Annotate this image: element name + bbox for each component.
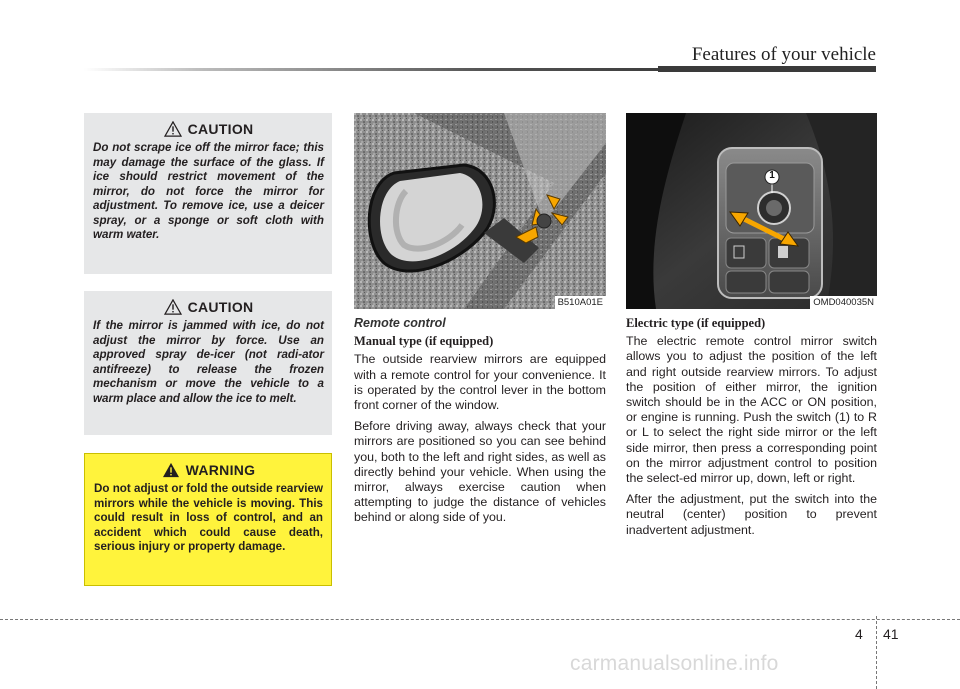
manual-type-section — [354, 316, 606, 532]
photo-code-label: OMD040035N — [810, 296, 877, 309]
footer-rule — [0, 619, 960, 620]
caution-body: If the mirror is jammed with ice, do not adjust the mirror by force. Use an approved spray de-icer (not radi-ator antifreeze) to release the frozen mechanism or move the vehicle to a warm place and allow the ice to melt. — [93, 319, 324, 405]
caution-title: CAUTION — [187, 299, 254, 315]
warning-body: Do not adjust or fold the outside rearview mirrors while the vehicle is moving. This could result in loss of control, and an accident which could cause death, serious injury or property damage. — [94, 482, 323, 553]
paragraph: The electric remote control mirror switch allows you to adjust the position of the left and right outside rearview mirrors. To adjust the position of either mirror, the ignition switch should be in the ACC or ON position, or engine is running. Push the switch (1) to R or L to select the right side mirror or the left side mirror, then press a corresponding point on the mirror adjustment control to position the select-ed mirror up, down, left or right. — [626, 334, 877, 486]
section-subheading: Manual type (if equipped) — [354, 334, 494, 349]
caution-box-ice-scrape — [84, 113, 332, 274]
caution-body: Do not scrape ice off the mirror face; this may damage the surface of the glass. If ice should restrict movement of the mirror, do not force the mirror for adjustment. To remove ice, use a deicer spray, or a sponge or soft cloth with warm water. — [93, 141, 324, 241]
warning-title: WARNING — [185, 462, 256, 478]
section-subheading: Electric type (if equipped) — [626, 316, 766, 330]
caution-title: CAUTION — [187, 121, 254, 137]
caution-triangle-icon — [164, 299, 182, 315]
electric-switch-photo — [626, 113, 877, 309]
manual-mirror-illustration — [354, 113, 606, 309]
header-rule-accent — [658, 66, 876, 72]
manual-mirror-photo — [354, 113, 606, 309]
electric-type-section — [626, 316, 877, 544]
page-number: 41 — [883, 626, 899, 642]
paragraph: The outside rearview mirrors are equipped with a remote control for your convenience. It is operated by the control lever in the bottom front corner of the window. — [354, 352, 606, 413]
paragraph: Before driving away, always check that your mirrors are positioned so you can see behind you, both to the left and right sides, as well as directly behind your vehicle. When using the mirror, always exercise caution when attempting to judge the distance of vehicles behind or along side of you. — [354, 419, 606, 525]
section-number: 4 — [855, 626, 863, 642]
header-title: Features of your vehicle — [691, 44, 876, 65]
watermark: carmanualsonline.info — [570, 652, 779, 675]
footer-divider — [876, 616, 877, 689]
caution-triangle-icon — [164, 121, 182, 137]
electric-switch-illustration — [626, 113, 877, 309]
paragraph: After the adjustment, put the switch into the neutral (center) position to prevent inadvertent adjustment. — [626, 492, 877, 537]
photo-code-label: B510A01E — [555, 296, 606, 309]
caution-box-jammed-mirror — [84, 291, 332, 435]
warning-triangle-icon — [162, 462, 180, 478]
section-heading: Remote control — [354, 316, 446, 330]
callout-number: 1 — [769, 170, 775, 181]
warning-box — [84, 453, 332, 586]
